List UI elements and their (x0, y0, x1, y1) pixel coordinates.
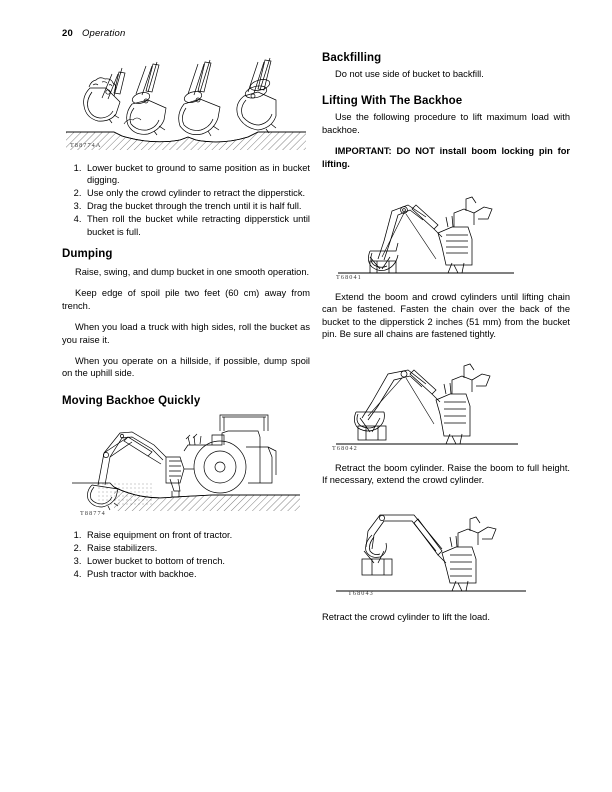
heading-moving-backhoe-quickly: Moving Backhoe Quickly (62, 394, 201, 407)
moving-backhoe-illustration (62, 411, 310, 519)
list-item: 1. Raise equipment on front of tractor. (84, 529, 310, 541)
dumping-paragraph-3: When you load a truck with high sides, roll the bucket as you raise it. (62, 322, 310, 345)
list-item: 3. Drag the bucket through the trench until it is half full. (84, 200, 310, 212)
right-column (322, 52, 570, 624)
heading-backfilling: Backfilling (322, 52, 382, 64)
heading-lifting-with-backhoe: Lifting With The Backhoe (322, 95, 463, 108)
bucket-digging-sequence-illustration (62, 52, 310, 152)
digging-steps-list (62, 162, 310, 238)
figure-code-lifting-1: T68041 (336, 274, 362, 282)
backhoe-lifting-step-3-illustration (322, 501, 570, 597)
lifting-paragraph-1: Extend the boom and crowd cylinders until lifting chain can be fastened. Fasten the chain over the back of the bucket to the dipperstick 2 inches (51 mm) from the bucket pin. Be sure all chains are fastened tightly. (322, 292, 570, 340)
figure-lifting-step-1 (322, 185, 570, 281)
backhoe-lifting-step-2-illustration (322, 356, 570, 452)
figure-code-lifting-3: T68043 (348, 590, 374, 598)
left-column (62, 52, 310, 590)
lifting-paragraph-2: Retract the boom cylinder. Raise the boom to full height. If necessary, extend the crowd cylinder. (322, 462, 570, 486)
list-item: 4. Then roll the bucket while retracting dipperstick until bucket is full. (84, 213, 310, 238)
lifting-intro-paragraph: Use the following procedure to lift maximum load with backhoe. (322, 112, 570, 135)
list-item: 4. Push tractor with backhoe. (84, 568, 310, 580)
section-name: Operation (81, 28, 126, 39)
dumping-paragraph-1: Raise, swing, and dump bucket in one smooth operation. (75, 266, 310, 277)
figure-bucket-digging-sequence (62, 52, 310, 152)
list-item: 3. Lower bucket to bottom of trench. (84, 555, 310, 567)
lifting-paragraph-3: Retract the crowd cylinder to lift the load. (322, 612, 490, 623)
backhoe-lifting-step-1-illustration (322, 185, 570, 281)
figure-lifting-step-3 (322, 501, 570, 597)
figure-moving-backhoe (62, 411, 310, 519)
list-item: 2. Use only the crowd cylinder to retract the dipperstick. (84, 187, 310, 199)
running-head (62, 28, 126, 39)
dumping-paragraph-4: When you operate on a hillside, if possible, dump spoil on the uphill side. (62, 355, 310, 379)
figure-code-digging: T88774A (70, 142, 102, 149)
figure-code-lifting-2: T68042 (332, 444, 358, 452)
backfilling-paragraph: Do not use side of bucket to backfill. (335, 69, 484, 79)
list-item: 2. Raise stabilizers. (84, 542, 310, 554)
dumping-paragraph-2: Keep edge of spoil pile two feet (60 cm) away from trench. (62, 288, 310, 311)
page-number: 20 (62, 28, 73, 39)
heading-dumping: Dumping (62, 247, 113, 260)
figure-code-moving: T88774 (80, 509, 106, 517)
moving-steps-list (62, 529, 310, 580)
lifting-important-note: IMPORTANT: DO NOT install boom locking pin for lifting. (322, 146, 570, 169)
list-item: 1. Lower bucket to ground to same position as in bucket digging. (84, 162, 310, 187)
figure-lifting-step-2 (322, 356, 570, 452)
